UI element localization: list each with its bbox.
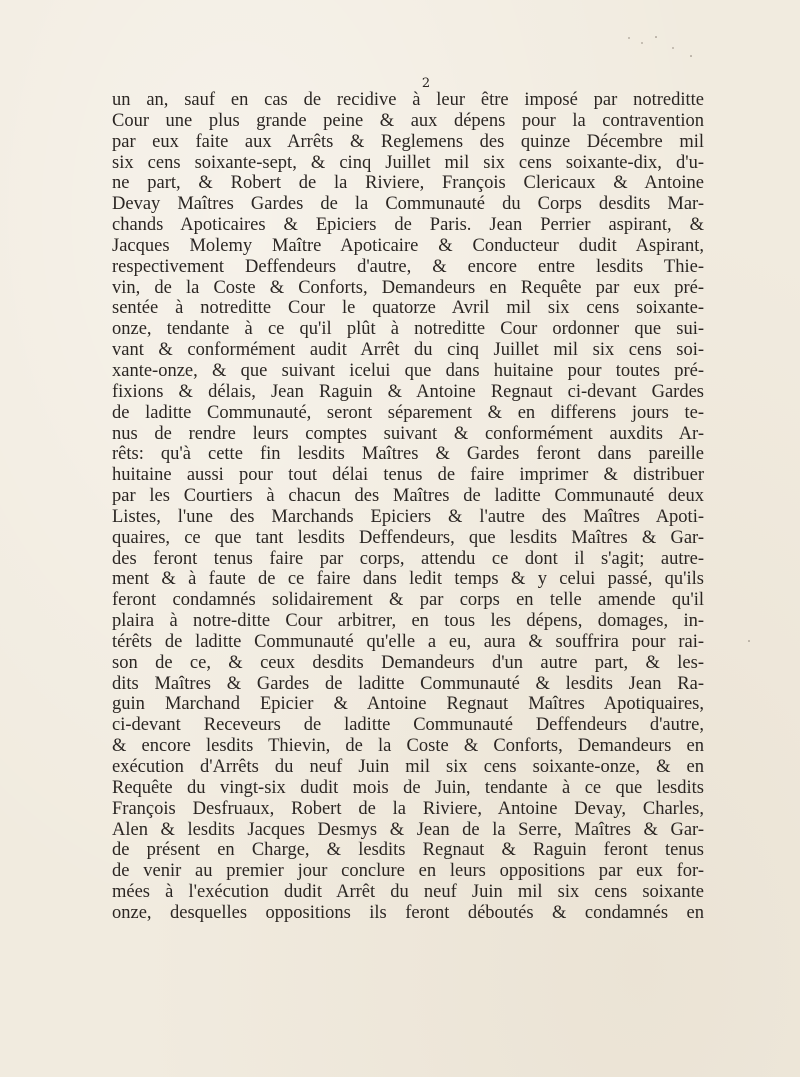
text-line: & encore lesdits Thievin, de la Coste & Conforts, Demandeurs en — [112, 736, 704, 757]
text-line: François Desfruaux, Robert de la Riviere, Antoine Devay, Charles, — [112, 798, 704, 819]
text-line: exécution d'Arrêts du neuf Juin mil six cens soixante-onze, & en — [112, 757, 704, 777]
text-line: Listes, l'une des Marchands Epiciers & l'autre des Maîtres Apoti- — [112, 506, 704, 527]
body-text — [112, 90, 704, 924]
text-line: fixions & délais, Jean Raguin & Antoine Regnaut ci-devant Gardes — [112, 381, 704, 402]
text-line: son de ce, & ceux desdits Demandeurs d'un autre part, & les- — [112, 652, 704, 673]
text-line: ne part, & Robert de la Riviere, François Clericaux & Antoine — [112, 173, 704, 194]
paper-speck — [690, 55, 692, 57]
text-line: Devay Maîtres Gardes de la Communauté du Corps desdits Mar- — [112, 194, 704, 215]
text-line: un an, sauf en cas de recidive à leur être imposé par notreditte — [112, 90, 704, 110]
text-line: mées à l'exécution dudit Arrêt du neuf Juin mil six cens soixante — [112, 882, 704, 903]
text-line: des feront tenus faire par corps, attendu ce dont il s'agit; autre- — [112, 548, 704, 569]
text-line: par eux faite aux Arrêts & Reglemens des quinze Décembre mil — [112, 131, 704, 152]
paper-speck — [641, 42, 643, 44]
text-line: vin, de la Coste & Conforts, Demandeurs en Requête par eux pré- — [112, 277, 704, 298]
text-line: plaira à notre-ditte Cour arbitrer, en tous les dépens, domages, in- — [112, 611, 704, 632]
text-line: guin Marchand Epicier & Antoine Regnaut Maîtres Apotiquaires, — [112, 694, 704, 715]
text-line: de laditte Communauté, seront séparement & en differens jours te- — [112, 402, 704, 423]
text-line: vant & conformément audit Arrêt du cinq Juillet mil six cens soi- — [112, 340, 704, 361]
text-line: rêts: qu'à cette fin lesdits Maîtres & Gardes feront dans pareille — [112, 444, 704, 465]
text-line: Jacques Molemy Maître Apoticaire & Conducteur dudit Aspirant, — [112, 235, 704, 256]
text-line: Requête du vingt-six dudit mois de Juin, tendante à ce que lesdits — [112, 777, 704, 798]
text-line: nus de rendre leurs comptes suivant & conformément auxdits Ar- — [112, 423, 704, 444]
text-line: respectivement Deffendeurs d'autre, & encore entre lesdits Thie- — [112, 256, 704, 277]
page-number: 2 — [421, 76, 431, 91]
text-line: onze, desquelles oppositions ils feront déboutés & condamnés en — [112, 902, 704, 923]
text-line: térêts de laditte Communauté qu'elle a eu, aura & souffrira pour rai- — [112, 631, 704, 652]
paper-speck — [748, 640, 750, 642]
text-line: dits Maîtres & Gardes de laditte Communauté & lesdits Jean Ra- — [112, 673, 704, 694]
text-line: quaires, ce que tant lesdits Deffendeurs, que lesdits Maîtres & Gar- — [112, 527, 704, 548]
text-line: Cour une plus grande peine & aux dépens pour la contravention — [112, 110, 704, 131]
text-line: huitaine aussi pour tout délai tenus de faire imprimer & distribuer — [112, 465, 704, 486]
text-line: de présent en Charge, & lesdits Regnaut & Raguin feront tenus — [112, 840, 704, 861]
paper-speck — [655, 36, 657, 38]
paper-speck — [628, 37, 630, 39]
text-line: par les Courtiers à chacun des Maîtres de laditte Communauté deux — [112, 486, 704, 507]
text-line: ment & à faute de ce faire dans ledit temps & y celui passé, qu'ils — [112, 569, 704, 590]
text-line: ci-devant Receveurs de laditte Communauté Deffendeurs d'autre, — [112, 715, 704, 736]
text-line: chands Apoticaires & Epiciers de Paris. Jean Perrier aspirant, & — [112, 215, 704, 236]
text-line: six cens soixante-sept, & cinq Juillet mil six cens soixante-dix, d'u- — [112, 152, 704, 173]
text-line: onze, tendante à ce qu'il plût à notreditte Cour ordonner que sui- — [112, 319, 704, 340]
paper-speck — [672, 47, 674, 49]
text-line: sentée à notreditte Cour le quatorze Avril mil six cens soixante- — [112, 298, 704, 319]
text-line: de venir au premier jour conclure en leurs oppositions par eux for- — [112, 861, 704, 882]
text-line: feront condamnés solidairement & par corps en telle amende qu'il — [112, 590, 704, 611]
text-line: xante-onze, & que suivant icelui que dans huitaine pour toutes pré- — [112, 360, 704, 381]
text-line: Alen & lesdits Jacques Desmys & Jean de la Serre, Maîtres & Gar- — [112, 819, 704, 840]
